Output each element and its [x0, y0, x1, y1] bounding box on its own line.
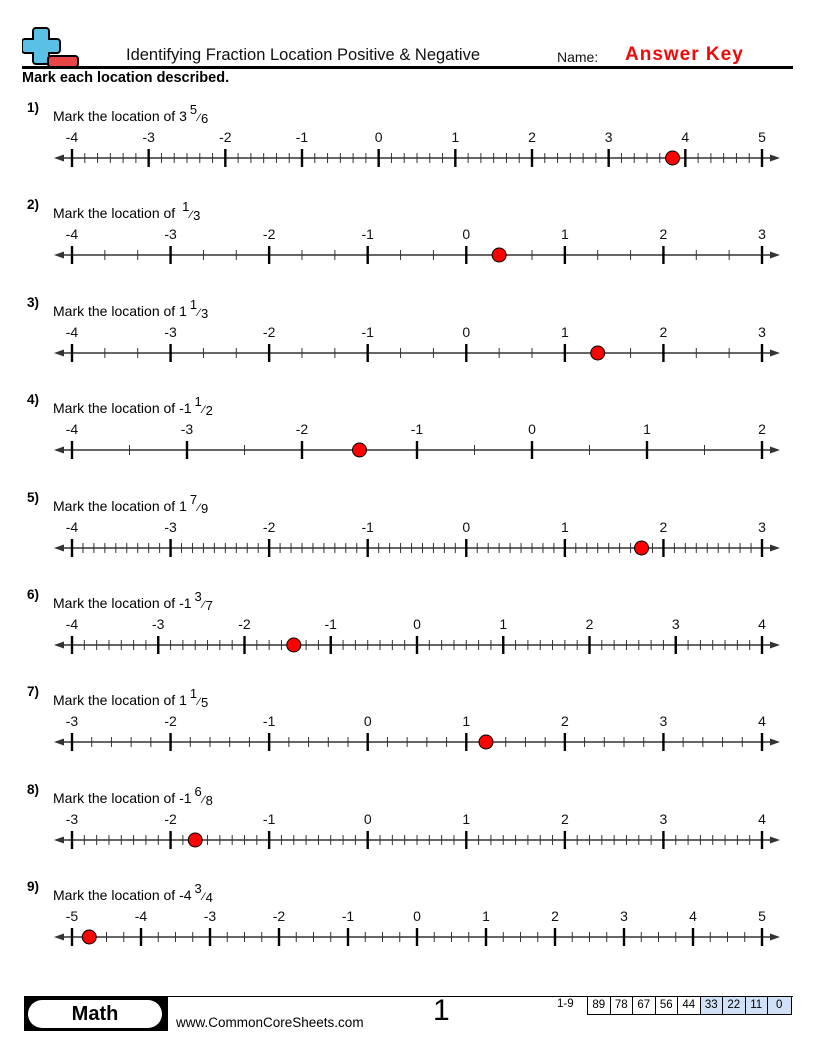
svg-text:1: 1 [560, 518, 569, 535]
svg-text:1: 1 [462, 713, 471, 730]
fraction-slash: ⁄ [190, 209, 193, 222]
svg-text:-1: -1 [410, 421, 424, 438]
svg-text:-4: -4 [134, 908, 148, 925]
fraction-slash: ⁄ [198, 112, 200, 124]
left-arrow-icon [54, 447, 64, 454]
answer-marker[interactable] [666, 151, 680, 165]
svg-text:1: 1 [462, 810, 471, 827]
svg-text:-3: -3 [164, 323, 177, 340]
problem-9 [0, 879, 816, 976]
right-arrow-icon [770, 642, 780, 649]
right-arrow-icon [770, 252, 780, 259]
score-cell: 44 [678, 997, 701, 1014]
prompt-text: Mark the location of [53, 595, 176, 611]
svg-text:0: 0 [528, 421, 536, 438]
svg-text:-2: -2 [272, 908, 286, 925]
svg-text:1: 1 [560, 323, 569, 340]
svg-text:-4: -4 [65, 616, 79, 632]
denominator: 3 [200, 305, 209, 321]
problem-number: 2) [27, 197, 40, 213]
number-line[interactable] [0, 317, 816, 367]
svg-text:2: 2 [560, 810, 569, 827]
number-line[interactable] [0, 219, 816, 269]
whole-number: 1 [179, 497, 187, 514]
problem-4 [0, 392, 816, 489]
svg-text:4: 4 [681, 129, 690, 145]
numerator: 7 [189, 491, 198, 507]
header-divider [22, 66, 793, 69]
svg-text:0: 0 [462, 226, 471, 243]
svg-text:-2: -2 [164, 810, 177, 827]
fraction-slash: ⁄ [202, 891, 205, 904]
fraction-slash: ⁄ [202, 599, 205, 611]
left-arrow-icon [54, 544, 64, 551]
problem-number: 7) [27, 684, 40, 700]
denominator: 4 [205, 890, 213, 906]
svg-text:-3: -3 [164, 518, 177, 535]
svg-text:-3: -3 [65, 713, 79, 730]
instructions: Mark each location described. [22, 70, 230, 86]
prompt-text: Mark the location of [53, 302, 176, 319]
numerator: 1 [189, 296, 198, 312]
right-arrow-icon [770, 349, 780, 356]
svg-text:-1: -1 [262, 810, 276, 827]
score-cell: 67 [633, 997, 656, 1014]
score-cell: 78 [611, 997, 634, 1014]
svg-text:0: 0 [413, 616, 421, 632]
page-number: 1 [433, 994, 450, 1027]
svg-text:-3: -3 [180, 421, 194, 438]
whole-number: 3 [179, 108, 187, 124]
denominator: 9 [200, 500, 209, 516]
svg-text:5: 5 [758, 908, 766, 925]
left-arrow-icon [54, 934, 64, 941]
numerator: 5 [189, 102, 198, 117]
answer-marker[interactable] [591, 346, 605, 360]
numerator: 6 [194, 783, 202, 799]
prompt-text: Mark the location of [53, 887, 176, 904]
svg-text:2: 2 [560, 713, 569, 730]
denominator: 3 [193, 208, 201, 224]
problem-5 [0, 490, 816, 587]
denominator: 2 [205, 403, 213, 419]
right-arrow-icon [770, 739, 780, 746]
whole-number: 1 [179, 692, 187, 709]
problem-number: 4) [27, 392, 40, 408]
numerator: 1 [194, 394, 202, 410]
svg-text:3: 3 [659, 810, 668, 827]
right-arrow-icon [770, 934, 780, 941]
answer-marker[interactable] [635, 541, 649, 555]
svg-text:3: 3 [620, 908, 628, 925]
svg-text:-4: -4 [65, 518, 79, 535]
problem-8 [0, 782, 816, 879]
numerator: 3 [194, 881, 202, 897]
svg-text:-3: -3 [152, 616, 165, 632]
svg-text:-3: -3 [203, 908, 217, 925]
prompt-text: Mark the location of [53, 789, 176, 806]
svg-text:1: 1 [482, 908, 490, 925]
svg-text:-1: -1 [341, 908, 355, 925]
right-arrow-icon [770, 544, 780, 551]
svg-text:-3: -3 [142, 129, 155, 145]
svg-text:2: 2 [659, 226, 668, 243]
prompt-text: Mark the location of [53, 400, 176, 417]
right-arrow-icon [770, 836, 780, 843]
problem-2 [0, 197, 816, 294]
prompt-text: Mark the location of [53, 205, 176, 222]
svg-text:-4: -4 [65, 226, 79, 243]
score-cell: 11 [746, 997, 769, 1014]
svg-text:2: 2 [659, 518, 668, 535]
whole-number: 1 [179, 302, 187, 319]
number-line[interactable] [0, 804, 816, 854]
number-line[interactable] [0, 609, 816, 659]
numerator: 1 [182, 199, 190, 215]
number-line[interactable] [0, 706, 816, 756]
website-link[interactable]: www.CommonCoreSheets.com [176, 1015, 364, 1030]
svg-text:-2: -2 [219, 129, 232, 145]
svg-text:2: 2 [585, 616, 594, 632]
numerator: 1 [189, 686, 198, 702]
answer-marker[interactable] [479, 735, 493, 749]
answer-marker[interactable] [188, 833, 202, 847]
problem-number: 9) [27, 879, 40, 895]
svg-text:1: 1 [499, 616, 508, 632]
denominator: 7 [205, 598, 213, 613]
prompt-text: Mark the location of [53, 497, 176, 514]
subject-label: Math [28, 1000, 162, 1028]
svg-text:0: 0 [363, 713, 372, 730]
left-arrow-icon [54, 252, 64, 259]
score-cell: 89 [588, 997, 611, 1014]
svg-text:-2: -2 [262, 518, 276, 535]
score-table [587, 996, 792, 1015]
svg-text:5: 5 [758, 129, 766, 145]
svg-text:-4: -4 [65, 421, 79, 438]
denominator: 8 [205, 792, 213, 808]
score-cell: 56 [656, 997, 679, 1014]
svg-text:-1: -1 [361, 323, 374, 340]
svg-text:-1: -1 [262, 713, 276, 730]
svg-text:-4: -4 [65, 129, 79, 145]
fraction-slash: ⁄ [198, 306, 200, 319]
svg-text:-3: -3 [164, 226, 177, 243]
svg-text:3: 3 [671, 616, 680, 632]
answer-marker[interactable] [492, 248, 506, 262]
right-arrow-icon [770, 155, 780, 162]
svg-text:1: 1 [560, 226, 569, 243]
fraction-slash: ⁄ [198, 501, 200, 514]
svg-text:-2: -2 [238, 616, 251, 632]
svg-text:-1: -1 [361, 226, 374, 243]
problem-7 [0, 684, 816, 781]
fraction-slash: ⁄ [198, 696, 200, 709]
svg-text:-3: -3 [65, 810, 79, 827]
svg-text:3: 3 [604, 129, 613, 145]
svg-text:-1: -1 [361, 518, 374, 535]
answer-marker[interactable] [82, 930, 96, 944]
svg-text:3: 3 [758, 518, 766, 535]
answer-marker[interactable] [287, 638, 301, 652]
prompt-text: Mark the location of [53, 692, 176, 709]
svg-text:-2: -2 [295, 421, 309, 438]
number-line[interactable] [0, 122, 816, 172]
prompt-text: Mark the location of [53, 108, 176, 124]
right-arrow-icon [770, 447, 780, 454]
fraction-slash: ⁄ [202, 404, 205, 417]
answer-key-label: Answer Key [625, 44, 744, 65]
left-arrow-icon [54, 349, 64, 356]
svg-text:-1: -1 [324, 616, 337, 632]
svg-text:4: 4 [758, 810, 766, 827]
svg-text:4: 4 [758, 713, 766, 730]
denominator: 5 [200, 695, 209, 711]
number-line[interactable] [0, 414, 816, 464]
svg-text:4: 4 [689, 908, 697, 925]
left-arrow-icon [54, 836, 64, 843]
worksheet-title: Identifying Fraction Location Positive & Negative [126, 46, 481, 64]
svg-text:4: 4 [758, 616, 766, 632]
svg-text:0: 0 [462, 518, 471, 535]
score-cell: 0 [768, 997, 791, 1014]
svg-text:3: 3 [758, 226, 766, 243]
svg-text:-4: -4 [65, 323, 79, 340]
problem-number: 1) [27, 100, 40, 115]
whole-number: -4 [179, 887, 192, 904]
svg-text:1: 1 [451, 129, 460, 145]
score-cell: 33 [701, 997, 724, 1014]
plus-minus-logo-icon [22, 26, 80, 68]
left-arrow-icon [54, 642, 64, 649]
svg-text:1: 1 [643, 421, 651, 438]
svg-text:-2: -2 [164, 713, 177, 730]
svg-text:0: 0 [413, 908, 421, 925]
problem-number: 3) [27, 294, 40, 310]
svg-text:0: 0 [363, 810, 372, 827]
number-line[interactable] [0, 512, 816, 562]
numerator: 3 [194, 589, 202, 604]
whole-number: -1 [179, 400, 192, 417]
score-cell: 22 [723, 997, 746, 1014]
score-range-label: 1-9 [557, 998, 574, 1010]
svg-text:0: 0 [374, 129, 383, 145]
problem-6 [0, 587, 816, 684]
svg-text:2: 2 [758, 421, 766, 438]
svg-text:0: 0 [462, 323, 471, 340]
problem-1 [0, 100, 816, 197]
left-arrow-icon [54, 739, 64, 746]
problem-number: 6) [27, 587, 40, 602]
whole-number: -1 [179, 595, 192, 611]
name-label: Name: [557, 49, 599, 65]
svg-text:3: 3 [659, 713, 668, 730]
svg-text:-2: -2 [262, 323, 276, 340]
problem-number: 5) [27, 489, 40, 505]
svg-text:-5: -5 [65, 908, 79, 925]
answer-marker[interactable] [353, 443, 367, 457]
fraction-slash: ⁄ [202, 793, 205, 806]
svg-text:2: 2 [528, 129, 536, 145]
svg-text:-1: -1 [295, 129, 309, 145]
svg-text:2: 2 [551, 908, 559, 925]
subject-badge [24, 997, 168, 1031]
svg-text:2: 2 [659, 323, 668, 340]
number-line[interactable] [0, 901, 816, 951]
left-arrow-icon [54, 155, 64, 162]
svg-text:3: 3 [758, 323, 766, 340]
problem-3 [0, 295, 816, 392]
svg-text:-2: -2 [262, 226, 276, 243]
whole-number: -1 [179, 789, 192, 806]
problem-number: 8) [27, 781, 40, 797]
denominator: 6 [200, 111, 209, 126]
